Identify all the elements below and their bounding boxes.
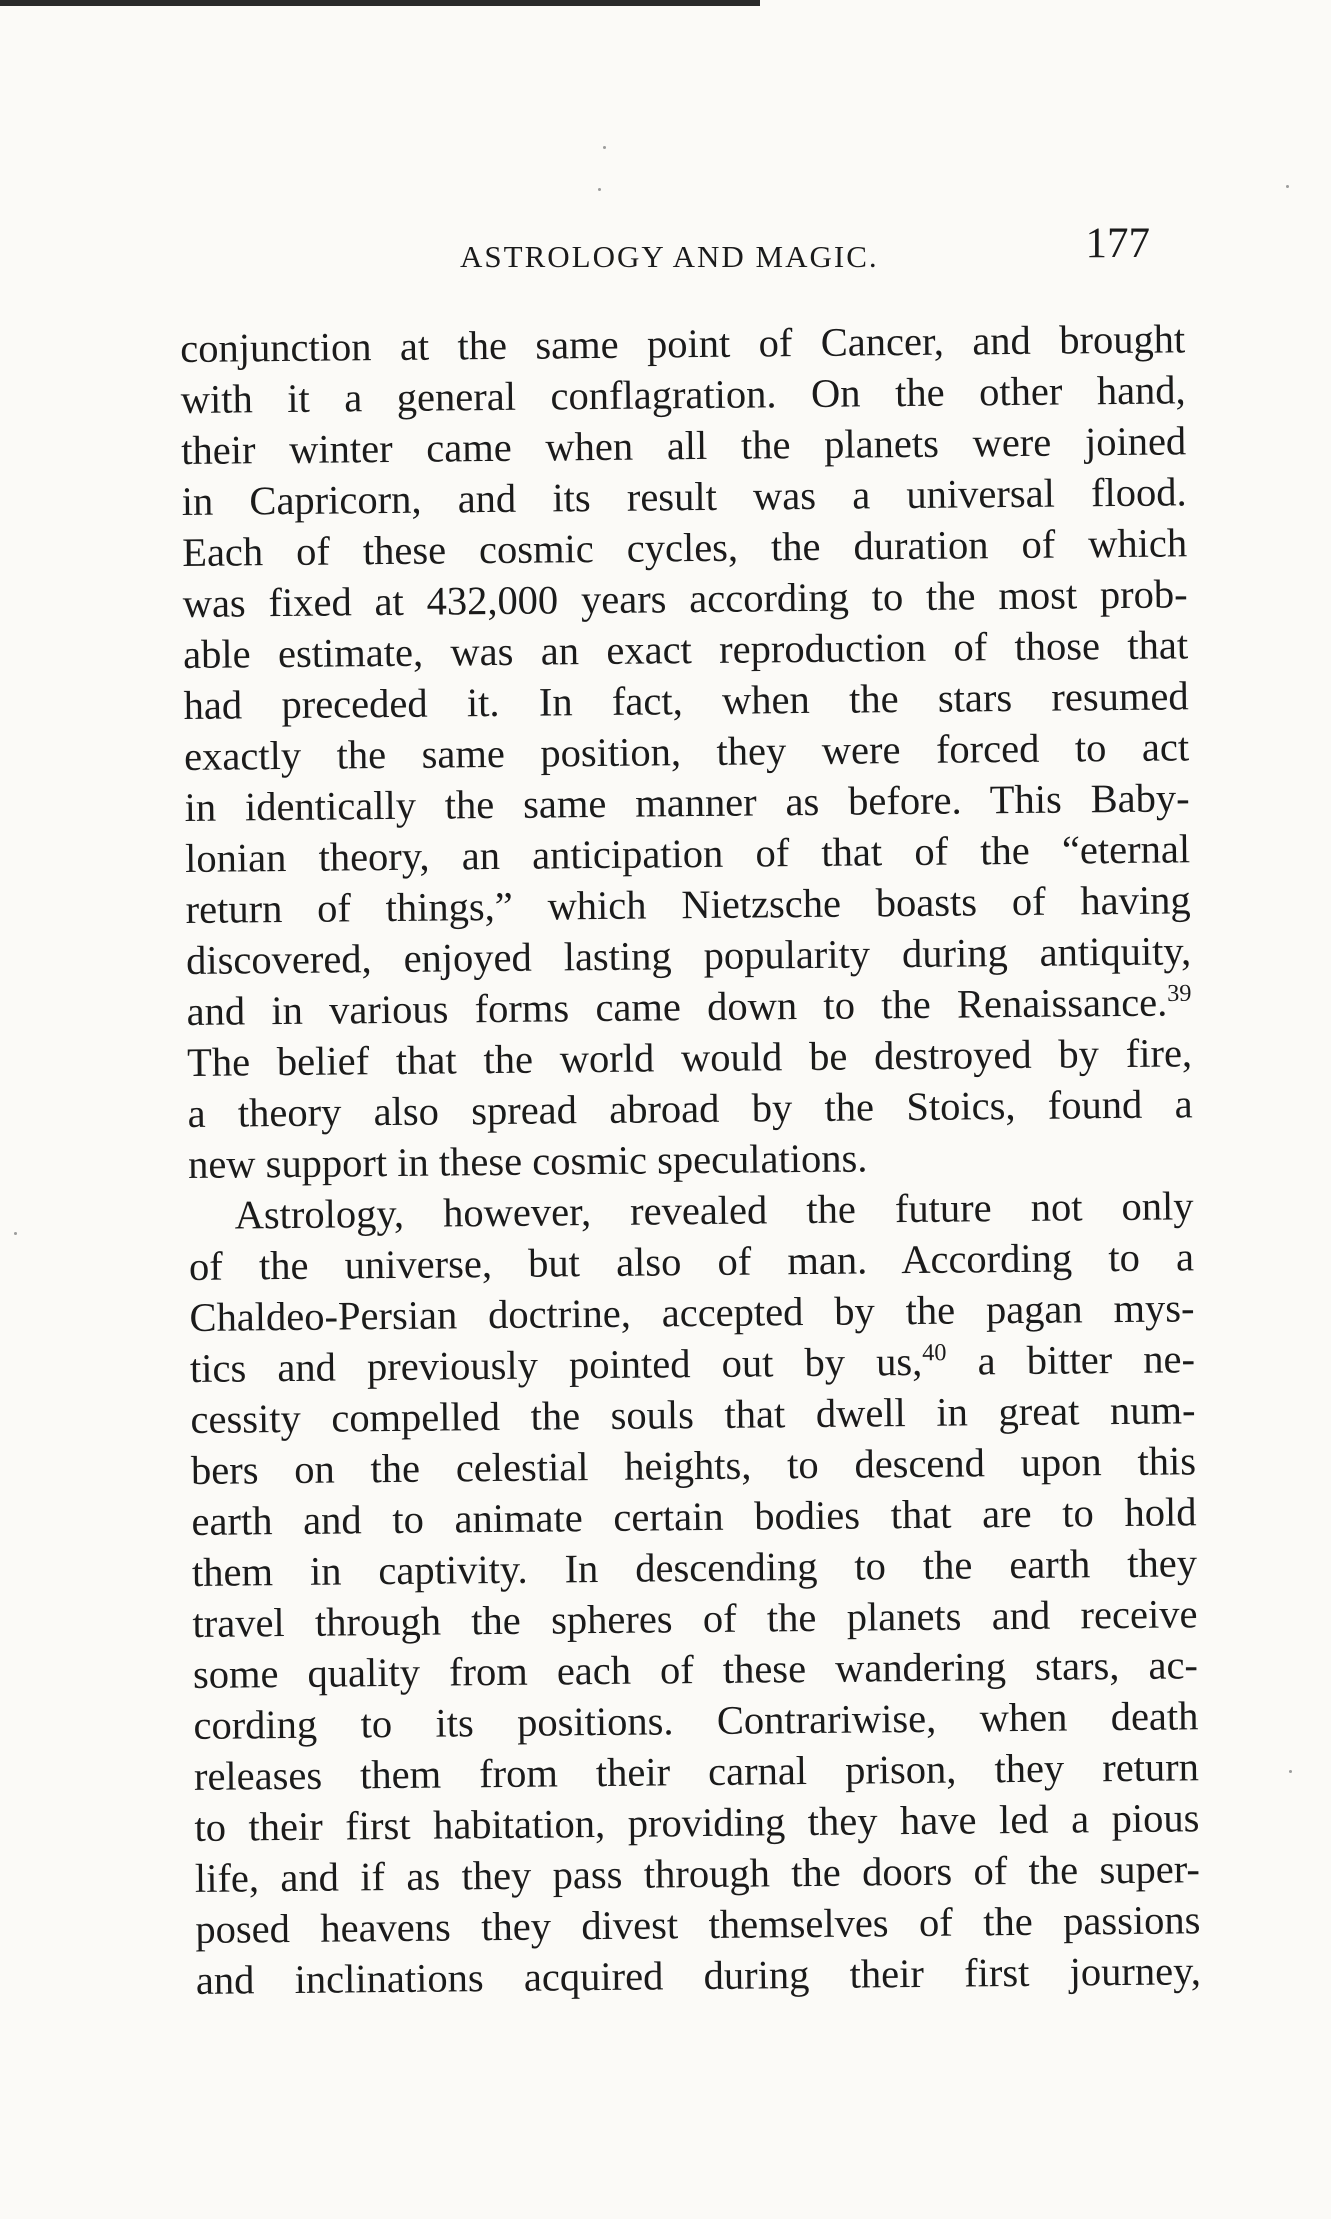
running-head bbox=[180, 215, 1185, 285]
text-line: with it a general conflagration. On the other hand, bbox=[180, 367, 1186, 422]
paper-speck bbox=[1286, 185, 1289, 188]
footnote-ref-39: 39 bbox=[1167, 979, 1192, 1007]
text-line: and inclinations acquired during their first journey, bbox=[195, 1948, 1202, 2003]
text-line: of the universe, but also of man. According to a bbox=[188, 1234, 1195, 1289]
paper-speck bbox=[598, 188, 601, 191]
text-line: new support in these cosmic speculations. bbox=[187, 1135, 868, 1187]
text-line: a theory also spread abroad by the Stoics, found a bbox=[187, 1081, 1193, 1136]
text-line-fragment: and in various forms came down to the Renaissance. bbox=[186, 979, 1168, 1034]
text-line: posed heavens they divest themselves of the passions bbox=[195, 1897, 1201, 1952]
text-line: life, and if as they pass through the doors of the super- bbox=[194, 1846, 1201, 1901]
text-line: bers on the celestial heights, to descend upon this bbox=[190, 1438, 1197, 1493]
text-line: Each of these cosmic cycles, the duration of which bbox=[181, 520, 1188, 575]
running-title: ASTROLOGY AND MAGIC. bbox=[460, 239, 879, 274]
text-line: had preceded it. In fact, when the stars resumed bbox=[183, 673, 1189, 728]
footnote-ref-40: 40 bbox=[921, 1339, 947, 1367]
paper-speck bbox=[14, 1232, 17, 1235]
text-line: earth and to animate certain bodies that are to hold bbox=[191, 1489, 1197, 1544]
text-line: able estimate, was an exact reproduction of those that bbox=[182, 622, 1189, 677]
text-line: Astrology, however, revealed the future not only bbox=[234, 1183, 1194, 1238]
text-line-fragment: tics and previously pointed out by us, bbox=[189, 1338, 923, 1391]
text-line: to their first habitation, providing they have led a pious bbox=[194, 1795, 1200, 1850]
text-line: in identically the same manner as before. This Baby- bbox=[184, 775, 1190, 830]
text-line: return of things,” which Nietzsche boasts of having bbox=[185, 877, 1191, 932]
text-line: cessity compelled the souls that dwell in great num- bbox=[190, 1387, 1196, 1442]
paper-speck bbox=[603, 146, 606, 149]
text-line: The belief that the world would be destroyed by fire, bbox=[186, 1030, 1193, 1085]
paper-speck bbox=[1289, 1770, 1292, 1773]
text-line: conjunction at the same point of Cancer, and brought bbox=[180, 316, 1186, 371]
text-line: cording to its positions. Contrariwise, when death bbox=[193, 1693, 1199, 1748]
body-text bbox=[180, 313, 1201, 2006]
text-line: travel through the spheres of the planets and receive bbox=[192, 1591, 1198, 1646]
page-number: 177 bbox=[1085, 220, 1150, 267]
text-line: in Capricorn, and its result was a universal flood. bbox=[181, 469, 1187, 524]
scan-edge-rule bbox=[0, 0, 760, 6]
text-line-fragment: a bitter ne- bbox=[977, 1336, 1196, 1384]
text-line: them in captivity. In descending to the earth they bbox=[191, 1540, 1198, 1595]
text-line: Chaldeo-Persian doctrine, accepted by the pagan mys- bbox=[189, 1285, 1195, 1340]
text-line: exactly the same position, they were forced to act bbox=[183, 724, 1190, 779]
text-line: some quality from each of these wandering stars, ac- bbox=[192, 1642, 1199, 1697]
text-line: lonian theory, an anticipation of that of the “eternal bbox=[184, 826, 1191, 881]
text-line: releases them from their carnal prison, they return bbox=[193, 1744, 1200, 1799]
text-line: was fixed at 432,000 years according to the most prob- bbox=[182, 571, 1188, 626]
book-page bbox=[180, 215, 1202, 2006]
text-line: their winter came when all the planets were joined bbox=[181, 418, 1187, 473]
text-line: discovered, enjoyed lasting popularity during antiquity, bbox=[185, 928, 1192, 983]
